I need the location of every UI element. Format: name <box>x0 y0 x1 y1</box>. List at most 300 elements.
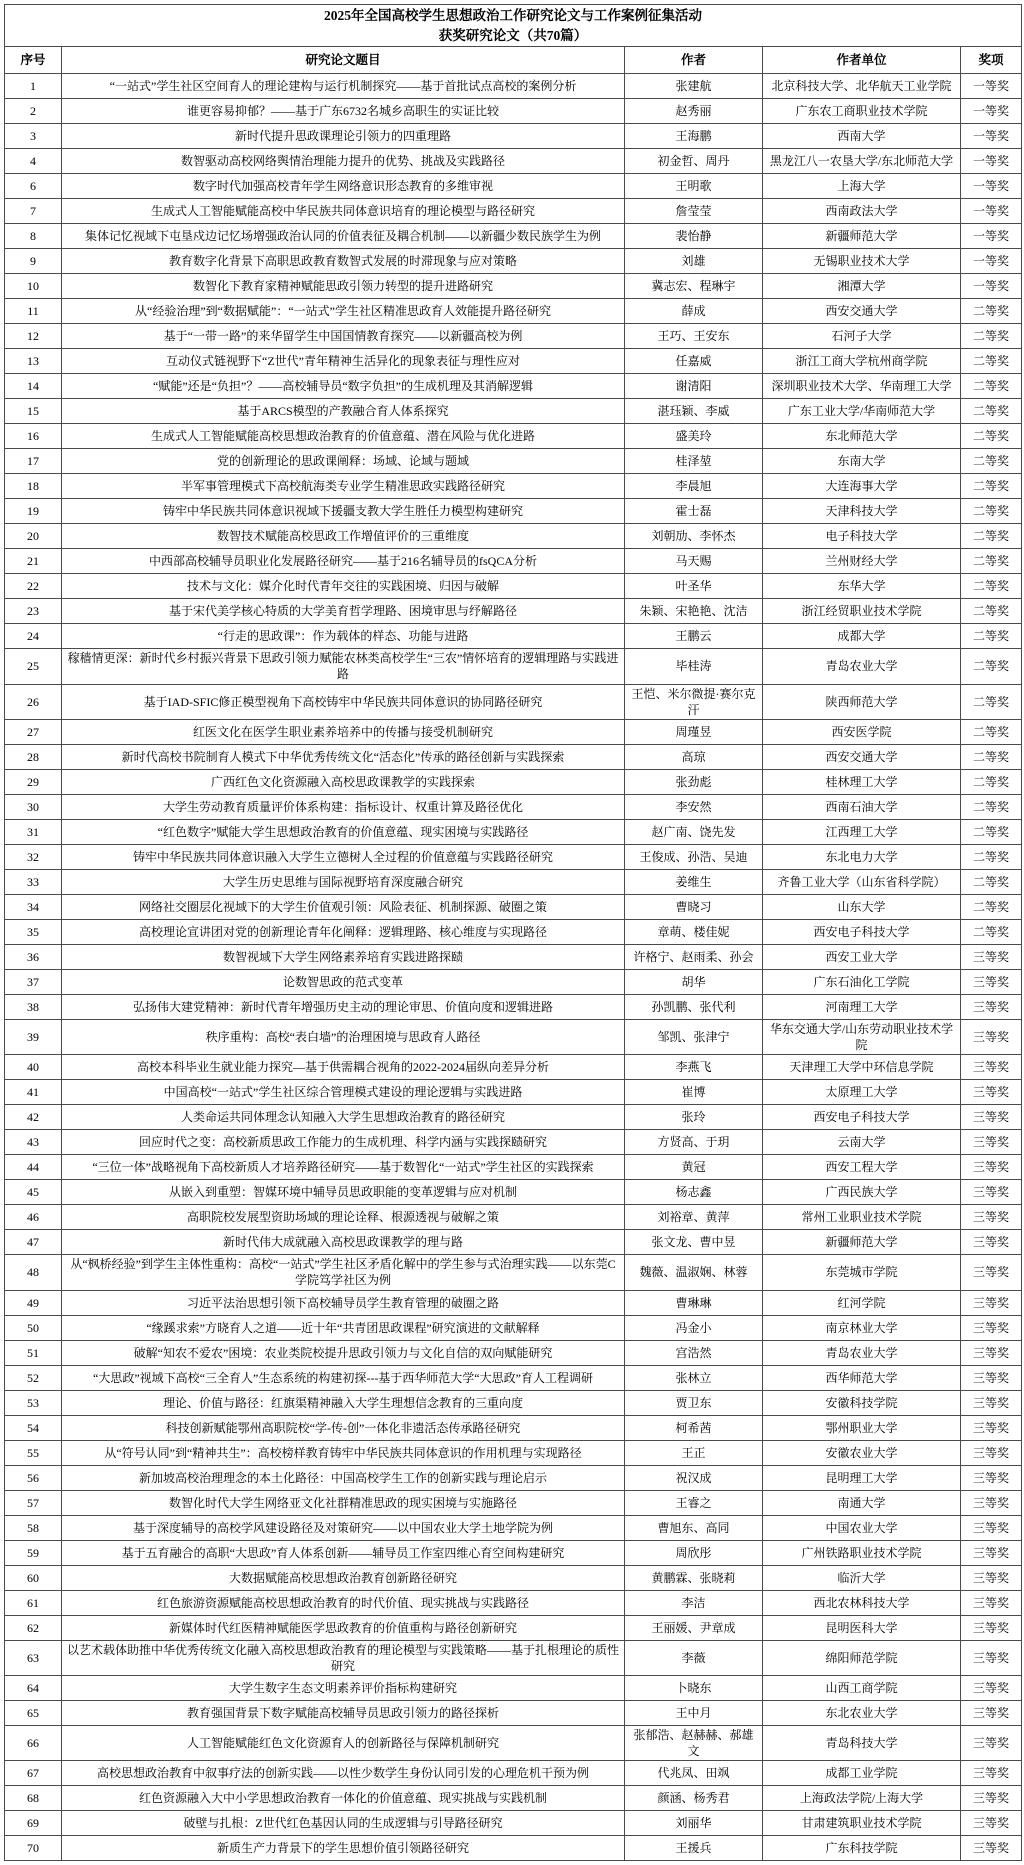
author-unit-cell: 青岛科技大学 <box>763 1726 961 1761</box>
table-row <box>5 684 1022 719</box>
author-unit-cell: 上海大学 <box>763 174 961 199</box>
row-number-cell: 31 <box>5 819 62 844</box>
paper-title-cell: 基于宋代美学核心特质的大学美育哲学理路、困境审思与纾解路径 <box>62 599 625 624</box>
author-cell: 王巧、王安东 <box>625 324 763 349</box>
row-number-cell: 68 <box>5 1786 62 1811</box>
paper-title-cell: 新时代高校书院制育人模式下中华优秀传统文化“活态化”传承的路径创新与实践探索 <box>62 744 625 769</box>
paper-title-cell: 网络社交圈层化视域下的大学生价值观引领：风险表征、机制探源、破圈之策 <box>62 894 625 919</box>
award-cell: 三等奖 <box>961 1565 1022 1590</box>
paper-title-cell: 党的创新理论的思政课阐释：场域、论域与题域 <box>62 449 625 474</box>
paper-title-cell: 红色旅游资源赋能高校思想政治教育的时代价值、现实挑战与实践路径 <box>62 1590 625 1615</box>
row-number-cell: 48 <box>5 1255 62 1290</box>
table-row <box>5 1440 1022 1465</box>
row-number-cell: 52 <box>5 1365 62 1390</box>
author-cell: 叶圣华 <box>625 574 763 599</box>
author-unit-cell: 石河子大学 <box>763 324 961 349</box>
paper-title-cell: 大学生数字生态文明素养评价指标构建研究 <box>62 1676 625 1701</box>
author-unit-cell: 青岛农业大学 <box>763 649 961 684</box>
author-cell: 柯希茜 <box>625 1415 763 1440</box>
paper-title-cell: 数智驱动高校网络舆情治理能力提升的优势、挑战及实践路径 <box>62 149 625 174</box>
author-cell: 朱颖、宋艳艳、沈洁 <box>625 599 763 624</box>
author-unit-cell: 中国农业大学 <box>763 1515 961 1540</box>
author-cell: 初金哲、周丹 <box>625 149 763 174</box>
table-row <box>5 649 1022 684</box>
paper-title-cell: 人类命运共同体理念认知融入大学生思想政治教育的路径研究 <box>62 1105 625 1130</box>
paper-title-cell: 铸牢中华民族共同体意识融入大学生立德树人全过程的价值意蕴与实践路径研究 <box>62 844 625 869</box>
author-unit-cell: 广东科技学院 <box>763 1836 961 1861</box>
author-unit-cell: 西安工业大学 <box>763 944 961 969</box>
award-cell: 二等奖 <box>961 424 1022 449</box>
author-unit-cell: 华东交通大学/山东劳动职业技术学院 <box>763 1019 961 1054</box>
author-unit-cell: 青岛农业大学 <box>763 1340 961 1365</box>
table-row <box>5 199 1022 224</box>
paper-title-cell: “大思政”视域下高校“三全育人”生态系统的构建初探---基于西华师范大学“大思政”育人工程调研 <box>62 1365 625 1390</box>
row-number-cell: 41 <box>5 1080 62 1105</box>
award-cell: 一等奖 <box>961 99 1022 124</box>
paper-title-cell: 基于ARCS模型的产教融合育人体系探究 <box>62 399 625 424</box>
row-number-cell: 2 <box>5 99 62 124</box>
author-unit-cell: 广东农工商职业技术学院 <box>763 99 961 124</box>
row-number-cell: 4 <box>5 149 62 174</box>
column-header-number: 序号 <box>5 47 62 74</box>
table-row <box>5 1390 1022 1415</box>
paper-title-cell: 高校思想政治教育中叙事疗法的创新实践——以性少数学生身份认同引发的心理危机干预为例 <box>62 1761 625 1786</box>
paper-title-cell: 从“符号认同”到“精神共生”：高校榜样教育铸牢中华民族共同体意识的作用机理与实现路径 <box>62 1440 625 1465</box>
paper-title-cell: 数智化下教育家精神赋能思政引领力转型的提升进路研究 <box>62 274 625 299</box>
table-row <box>5 1786 1022 1811</box>
author-cell: 黄冠 <box>625 1155 763 1180</box>
row-number-cell: 12 <box>5 324 62 349</box>
author-unit-cell: 东北农业大学 <box>763 1701 961 1726</box>
paper-title-cell: 铸牢中华民族共同体意识视域下援疆支教大学生胜任力模型构建研究 <box>62 499 625 524</box>
author-cell: 湛珏颖、李威 <box>625 399 763 424</box>
author-unit-cell: 广西民族大学 <box>763 1180 961 1205</box>
table-row <box>5 944 1022 969</box>
award-cell: 三等奖 <box>961 1230 1022 1255</box>
table-row <box>5 769 1022 794</box>
author-unit-cell: 西南大学 <box>763 124 961 149</box>
award-cell: 三等奖 <box>961 1019 1022 1054</box>
author-cell: 王中月 <box>625 1701 763 1726</box>
author-unit-cell: 广州铁路职业技术学院 <box>763 1540 961 1565</box>
author-unit-cell: 昆明医科大学 <box>763 1615 961 1640</box>
author-cell: 崔博 <box>625 1080 763 1105</box>
award-cell: 二等奖 <box>961 299 1022 324</box>
document-title-line2: 获奖研究论文（共70篇） <box>438 27 588 43</box>
author-unit-cell: 江西理工大学 <box>763 819 961 844</box>
author-cell: 毕桂涛 <box>625 649 763 684</box>
award-cell: 一等奖 <box>961 174 1022 199</box>
author-cell: 薛成 <box>625 299 763 324</box>
author-cell: 贾卫东 <box>625 1390 763 1415</box>
author-cell: 黄鹏霖、张晓莉 <box>625 1565 763 1590</box>
author-cell: 张玲 <box>625 1105 763 1130</box>
column-header-author-unit: 作者单位 <box>763 47 961 74</box>
table-row <box>5 969 1022 994</box>
table-row <box>5 424 1022 449</box>
row-number-cell: 70 <box>5 1836 62 1861</box>
paper-title-cell: 教育强国背景下数字赋能高校辅导员思政引领力的路径探析 <box>62 1701 625 1726</box>
row-number-cell: 29 <box>5 769 62 794</box>
author-cell: 赵广南、饶先发 <box>625 819 763 844</box>
paper-title-cell: 互动仪式链视野下“Z世代”青年精神生活异化的现象表征与理性应对 <box>62 349 625 374</box>
author-unit-cell: 浙江工商大学杭州商学院 <box>763 349 961 374</box>
row-number-cell: 35 <box>5 919 62 944</box>
table-row <box>5 744 1022 769</box>
author-unit-cell: 西安交通大学 <box>763 299 961 324</box>
author-cell: 代兆凤、田飒 <box>625 1761 763 1786</box>
author-unit-cell: 成都工业学院 <box>763 1761 961 1786</box>
table-row <box>5 599 1022 624</box>
paper-title-cell: 习近平法治思想引领下高校辅导员学生教育管理的破圈之路 <box>62 1290 625 1315</box>
paper-title-cell: 人工智能赋能红色文化资源育人的创新路径与保障机制研究 <box>62 1726 625 1761</box>
paper-title-cell: 高职院校发展型资助场域的理论诠释、根源透视与破解之策 <box>62 1205 625 1230</box>
author-unit-cell: 天津理工大学中环信息学院 <box>763 1055 961 1080</box>
table-row <box>5 1155 1022 1180</box>
table-row <box>5 274 1022 299</box>
paper-title-cell: “行走的思政课”：作为载体的样态、功能与进路 <box>62 624 625 649</box>
paper-title-cell: 新时代提升思政课理论引领力的四重理路 <box>62 124 625 149</box>
paper-title-cell: “三位一体”战略视角下高校新质人才培养路径研究——基于数智化“一站式”学生社区的实践探索 <box>62 1155 625 1180</box>
paper-title-cell: 新质生产力背景下的学生思想价值引领路径研究 <box>62 1836 625 1861</box>
row-number-cell: 59 <box>5 1540 62 1565</box>
row-number-cell: 17 <box>5 449 62 474</box>
author-cell: 许格宁、赵雨柔、孙会 <box>625 944 763 969</box>
table-row <box>5 844 1022 869</box>
award-cell: 三等奖 <box>961 1130 1022 1155</box>
row-number-cell: 51 <box>5 1340 62 1365</box>
column-header-award: 奖项 <box>961 47 1022 74</box>
award-cell: 二等奖 <box>961 649 1022 684</box>
author-unit-cell: 湘潭大学 <box>763 274 961 299</box>
row-number-cell: 60 <box>5 1565 62 1590</box>
author-cell: 王正 <box>625 1440 763 1465</box>
author-unit-cell: 上海政法学院/上海大学 <box>763 1786 961 1811</box>
table-row <box>5 399 1022 424</box>
paper-title-cell: 从“枫桥经验”到学生主体性重构：高校“一站式”学生社区矛盾化解中的学生参与式治理实践——以东莞C学院笃学社区为例 <box>62 1255 625 1290</box>
row-number-cell: 56 <box>5 1465 62 1490</box>
author-unit-cell: 西华师范大学 <box>763 1365 961 1390</box>
author-unit-cell: 山东大学 <box>763 894 961 919</box>
row-number-cell: 54 <box>5 1415 62 1440</box>
table-row <box>5 1105 1022 1130</box>
author-cell: 王海鹏 <box>625 124 763 149</box>
award-cell: 二等奖 <box>961 684 1022 719</box>
award-cell: 三等奖 <box>961 1365 1022 1390</box>
author-unit-cell: 广东石油化工学院 <box>763 969 961 994</box>
author-unit-cell: 东北师范大学 <box>763 424 961 449</box>
award-cell: 一等奖 <box>961 274 1022 299</box>
author-unit-cell: 云南大学 <box>763 1130 961 1155</box>
author-cell: 赵秀丽 <box>625 99 763 124</box>
award-cell: 三等奖 <box>961 1761 1022 1786</box>
author-unit-cell: 东南大学 <box>763 449 961 474</box>
award-cell: 三等奖 <box>961 1205 1022 1230</box>
paper-title-cell: 从“经验治理”到“数据赋能”：“一站式”学生社区精准思政育人效能提升路径研究 <box>62 299 625 324</box>
author-cell: 李薇 <box>625 1640 763 1675</box>
column-header-author: 作者 <box>625 47 763 74</box>
award-cell: 一等奖 <box>961 74 1022 99</box>
document-title-row <box>5 5 1022 47</box>
author-unit-cell: 甘肃建筑职业技术学院 <box>763 1811 961 1836</box>
table-row <box>5 74 1022 99</box>
award-cell: 一等奖 <box>961 149 1022 174</box>
author-unit-cell: 东北电力大学 <box>763 844 961 869</box>
paper-title-cell: 红色资源融入大中小学思想政治教育一体化的价值意蕴、现实挑战与实践机制 <box>62 1786 625 1811</box>
table-row <box>5 224 1022 249</box>
author-unit-cell: 山西工商学院 <box>763 1676 961 1701</box>
paper-title-cell: 基于五育融合的高职“大思政”育人体系创新——辅导员工作室四维心育空间构建研究 <box>62 1540 625 1565</box>
table-row <box>5 374 1022 399</box>
author-unit-cell: 西安电子科技大学 <box>763 919 961 944</box>
award-cell: 二等奖 <box>961 819 1022 844</box>
table-row <box>5 1019 1022 1054</box>
author-cell: 刘裕章、黄萍 <box>625 1205 763 1230</box>
author-cell: 章萌、楼佳妮 <box>625 919 763 944</box>
table-row <box>5 549 1022 574</box>
author-unit-cell: 西南石油大学 <box>763 794 961 819</box>
table-row <box>5 249 1022 274</box>
row-number-cell: 63 <box>5 1640 62 1675</box>
table-row <box>5 1130 1022 1155</box>
table-row <box>5 474 1022 499</box>
table-row <box>5 869 1022 894</box>
author-unit-cell: 临沂大学 <box>763 1565 961 1590</box>
author-cell: 曹晓习 <box>625 894 763 919</box>
table-row <box>5 349 1022 374</box>
award-cell: 二等奖 <box>961 599 1022 624</box>
table-row <box>5 919 1022 944</box>
table-row <box>5 794 1022 819</box>
author-cell: 杨志鑫 <box>625 1180 763 1205</box>
row-number-cell: 1 <box>5 74 62 99</box>
row-number-cell: 44 <box>5 1155 62 1180</box>
row-number-cell: 65 <box>5 1701 62 1726</box>
row-number-cell: 46 <box>5 1205 62 1230</box>
award-cell: 三等奖 <box>961 1080 1022 1105</box>
row-number-cell: 14 <box>5 374 62 399</box>
paper-title-cell: 稼穑情更深：新时代乡村振兴背景下思政引领力赋能农林类高校学生“三农”情怀培育的逻辑理路与实践进路 <box>62 649 625 684</box>
author-unit-cell: 电子科技大学 <box>763 524 961 549</box>
paper-title-cell: “赋能”还是“负担”？——高校辅导员“数字负担”的生成机理及其消解逻辑 <box>62 374 625 399</box>
paper-title-cell: “红色数字”赋能大学生思想政治教育的价值意蕴、现实困境与实践路径 <box>62 819 625 844</box>
author-unit-cell: 天津科技大学 <box>763 499 961 524</box>
row-number-cell: 43 <box>5 1130 62 1155</box>
author-unit-cell: 太原理工大学 <box>763 1080 961 1105</box>
author-unit-cell: 齐鲁工业大学（山东省科学院） <box>763 869 961 894</box>
author-unit-cell: 南通大学 <box>763 1490 961 1515</box>
paper-title-cell: 数智化时代大学生网络亚文化社群精准思政的现实困境与实施路径 <box>62 1490 625 1515</box>
row-number-cell: 32 <box>5 844 62 869</box>
table-row <box>5 1080 1022 1105</box>
paper-title-cell: 科技创新赋能鄂州高职院校“学-传-创”一体化非遗活态传承路径研究 <box>62 1415 625 1440</box>
paper-title-cell: 谁更容易抑郁？——基于广东6732名城乡高职生的实证比较 <box>62 99 625 124</box>
author-unit-cell: 西南政法大学 <box>763 199 961 224</box>
row-number-cell: 61 <box>5 1590 62 1615</box>
table-header-row <box>5 47 1022 74</box>
author-unit-cell: 南京林业大学 <box>763 1315 961 1340</box>
award-cell: 一等奖 <box>961 124 1022 149</box>
table-row <box>5 994 1022 1019</box>
paper-title-cell: 数字时代加强高校青年学生网络意识形态教育的多维审视 <box>62 174 625 199</box>
row-number-cell: 49 <box>5 1290 62 1315</box>
award-cell: 三等奖 <box>961 1290 1022 1315</box>
paper-title-cell: 大数据赋能高校思想政治教育创新路径研究 <box>62 1565 625 1590</box>
table-row <box>5 1205 1022 1230</box>
document-page <box>0 4 1024 1861</box>
author-cell: 任嘉威 <box>625 349 763 374</box>
author-cell: 周瑾昱 <box>625 719 763 744</box>
author-cell: 张劲彪 <box>625 769 763 794</box>
author-cell: 邹凯、张津宁 <box>625 1019 763 1054</box>
table-row <box>5 1811 1022 1836</box>
paper-title-cell: 高校本科毕业生就业能力探究—基于供需耦合视角的2022-2024届纵向差异分析 <box>62 1055 625 1080</box>
row-number-cell: 23 <box>5 599 62 624</box>
author-cell: 李晨旭 <box>625 474 763 499</box>
paper-title-cell: 以艺术载体助推中华优秀传统文化融入高校思想政治教育的理论模型与实践策略——基于扎根理论的质性研究 <box>62 1640 625 1675</box>
award-cell: 三等奖 <box>961 1340 1022 1365</box>
table-row <box>5 1465 1022 1490</box>
table-row <box>5 1540 1022 1565</box>
award-cell: 二等奖 <box>961 324 1022 349</box>
table-row <box>5 1290 1022 1315</box>
author-unit-cell: 桂林理工大学 <box>763 769 961 794</box>
table-row <box>5 1590 1022 1615</box>
row-number-cell: 26 <box>5 684 62 719</box>
author-cell: 周欣彤 <box>625 1540 763 1565</box>
award-cell: 三等奖 <box>961 1255 1022 1290</box>
author-unit-cell: 西安工程大学 <box>763 1155 961 1180</box>
award-cell: 三等奖 <box>961 1055 1022 1080</box>
author-unit-cell: 常州工业职业技术学院 <box>763 1205 961 1230</box>
table-row <box>5 174 1022 199</box>
author-unit-cell: 北京科技大学、北华航天工业学院 <box>763 74 961 99</box>
table-row <box>5 524 1022 549</box>
award-cell: 二等奖 <box>961 549 1022 574</box>
row-number-cell: 57 <box>5 1490 62 1515</box>
author-unit-cell: 成都大学 <box>763 624 961 649</box>
author-cell: 霍士磊 <box>625 499 763 524</box>
award-cell: 三等奖 <box>961 1701 1022 1726</box>
award-cell: 三等奖 <box>961 1465 1022 1490</box>
award-cell: 三等奖 <box>961 1180 1022 1205</box>
row-number-cell: 19 <box>5 499 62 524</box>
author-unit-cell: 东华大学 <box>763 574 961 599</box>
award-cell: 三等奖 <box>961 1540 1022 1565</box>
award-cell: 三等奖 <box>961 1440 1022 1465</box>
paper-title-cell: 新加坡高校治理理念的本土化路径：中国高校学生工作的创新实践与理论启示 <box>62 1465 625 1490</box>
row-number-cell: 15 <box>5 399 62 424</box>
row-number-cell: 34 <box>5 894 62 919</box>
table-row <box>5 894 1022 919</box>
author-cell: 盛美玲 <box>625 424 763 449</box>
paper-title-cell: 中西部高校辅导员职业化发展路径研究——基于216名辅导员的fsQCA分析 <box>62 549 625 574</box>
award-cell: 二等奖 <box>961 744 1022 769</box>
table-row <box>5 1640 1022 1675</box>
author-cell: 刘朝劢、李怀杰 <box>625 524 763 549</box>
paper-title-cell: 新媒体时代红医精神赋能医学思政教育的价值重构与路径创新研究 <box>62 1615 625 1640</box>
table-row <box>5 1340 1022 1365</box>
award-cell: 二等奖 <box>961 769 1022 794</box>
author-cell: 王援兵 <box>625 1836 763 1861</box>
paper-title-cell: “一站式”学生社区空间育人的理论建构与运行机制探究——基于首批试点高校的案例分析 <box>62 74 625 99</box>
row-number-cell: 6 <box>5 174 62 199</box>
author-unit-cell: 西安交通大学 <box>763 744 961 769</box>
table-body <box>5 74 1022 1861</box>
paper-title-cell: 数智视域下大学生网络素养培育实践进路探赜 <box>62 944 625 969</box>
paper-title-cell: 理论、价值与路径：红旗渠精神融入大学生理想信念教育的三重向度 <box>62 1390 625 1415</box>
award-cell: 二等奖 <box>961 919 1022 944</box>
table-row <box>5 449 1022 474</box>
paper-title-cell: “缘蹊求索”方晓育人之道——近十年“共青团思政课程”研究演进的文献解释 <box>62 1315 625 1340</box>
award-cell: 三等奖 <box>961 1315 1022 1340</box>
row-number-cell: 45 <box>5 1180 62 1205</box>
author-cell: 王丽媛、尹章成 <box>625 1615 763 1640</box>
award-cell: 三等奖 <box>961 1836 1022 1861</box>
document-title-cell <box>5 5 1022 47</box>
author-cell: 颜涵、杨秀君 <box>625 1786 763 1811</box>
row-number-cell: 25 <box>5 649 62 684</box>
table-row <box>5 124 1022 149</box>
paper-title-cell: 从嵌入到重塑：智媒环境中辅导员思政职能的变革逻辑与应对机制 <box>62 1180 625 1205</box>
author-cell: 张建航 <box>625 74 763 99</box>
row-number-cell: 69 <box>5 1811 62 1836</box>
table-row <box>5 149 1022 174</box>
author-unit-cell: 新疆师范大学 <box>763 1230 961 1255</box>
paper-title-cell: 生成式人工智能赋能高校中华民族共同体意识培育的理论模型与路径研究 <box>62 199 625 224</box>
table-row <box>5 1365 1022 1390</box>
paper-title-cell: 中国高校“一站式”学生社区综合管理模式建设的理论逻辑与实践进路 <box>62 1080 625 1105</box>
award-cell: 三等奖 <box>961 1726 1022 1761</box>
award-cell: 三等奖 <box>961 1155 1022 1180</box>
author-unit-cell: 河南理工大学 <box>763 994 961 1019</box>
row-number-cell: 53 <box>5 1390 62 1415</box>
table-row <box>5 1701 1022 1726</box>
paper-title-cell: 秩序重构：高校“表白墙”的治理困境与思政育人路径 <box>62 1019 625 1054</box>
award-cell: 三等奖 <box>961 1390 1022 1415</box>
author-unit-cell: 红河学院 <box>763 1290 961 1315</box>
award-cell: 三等奖 <box>961 1615 1022 1640</box>
table-row <box>5 99 1022 124</box>
paper-title-cell: 弘扬伟大建党精神：新时代青年增强历史主动的理论审思、价值向度和逻辑进路 <box>62 994 625 1019</box>
author-cell: 桂泽堃 <box>625 449 763 474</box>
author-cell: 张文龙、曹中昱 <box>625 1230 763 1255</box>
table-row <box>5 1180 1022 1205</box>
award-cell: 二等奖 <box>961 474 1022 499</box>
award-cell: 三等奖 <box>961 969 1022 994</box>
paper-title-cell: 大学生历史思维与国际视野培育深度融合研究 <box>62 869 625 894</box>
table-row <box>5 1726 1022 1761</box>
author-unit-cell: 广东工业大学/华南师范大学 <box>763 399 961 424</box>
author-cell: 冯金小 <box>625 1315 763 1340</box>
table-row <box>5 499 1022 524</box>
author-unit-cell: 安徽科技学院 <box>763 1390 961 1415</box>
row-number-cell: 38 <box>5 994 62 1019</box>
paper-title-cell: 破解“知农不爱农”困境：农业类院校提升思政引领力与文化自信的双向赋能研究 <box>62 1340 625 1365</box>
award-cell: 三等奖 <box>961 1105 1022 1130</box>
award-cell: 三等奖 <box>961 1676 1022 1701</box>
author-cell: 张林立 <box>625 1365 763 1390</box>
author-cell: 方贤高、于玥 <box>625 1130 763 1155</box>
paper-title-cell: 基于深度辅导的高校学风建设路径及对策研究——以中国农业大学土地学院为例 <box>62 1515 625 1540</box>
document-title-line1: 2025年全国高校学生思想政治工作研究论文与工作案例征集活动 <box>324 8 703 23</box>
author-cell: 孙凯鹏、张代利 <box>625 994 763 1019</box>
table-row <box>5 624 1022 649</box>
author-unit-cell: 绵阳师范学院 <box>763 1640 961 1675</box>
award-cell: 二等奖 <box>961 574 1022 599</box>
award-cell: 一等奖 <box>961 249 1022 274</box>
author-cell: 李安然 <box>625 794 763 819</box>
